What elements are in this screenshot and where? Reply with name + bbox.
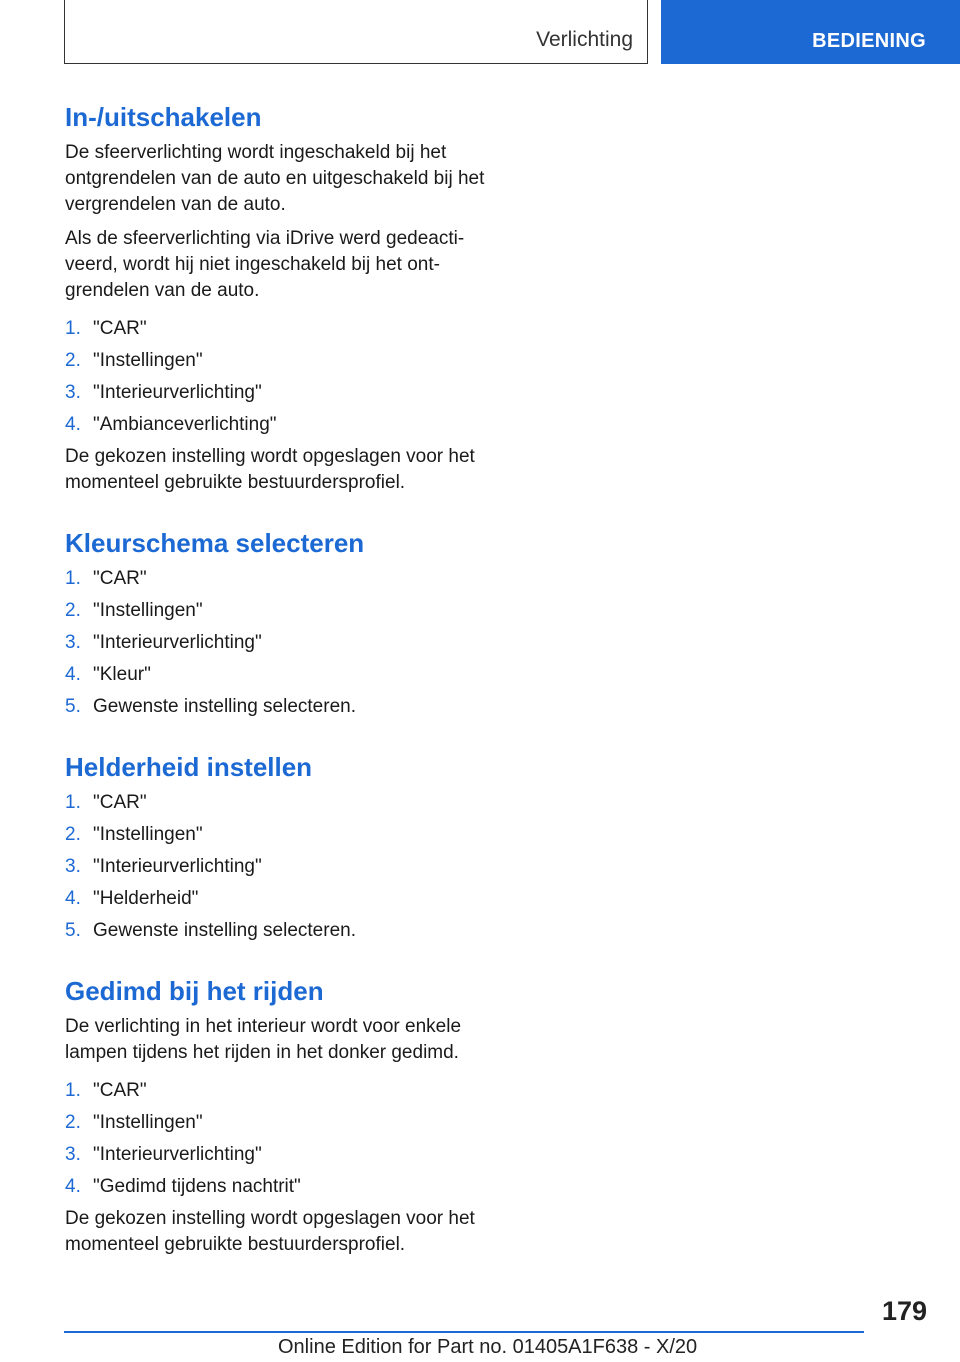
step-number: 3. [65,856,81,877]
header-section-title: Verlichting [536,28,633,51]
list-item [65,694,485,720]
list-item [65,1110,485,1136]
step-text: "Instellingen" [93,600,203,621]
step-list [65,790,485,944]
step-number: 4. [65,414,81,435]
section-title: In-/uitschakelen [65,102,262,132]
list-item [65,380,485,406]
paragraph: De gekozen instelling wordt opgeslagen voor het momenteel gebruikte bestuurdersprofiel. [65,1208,475,1255]
section-title: Gedimd bij het rijden [65,976,324,1006]
list-item [65,918,485,944]
step-text: Gewenste instelling selecteren. [93,696,356,717]
step-text: "Instellingen" [93,824,203,845]
paragraph: De sfeerverlichting wordt ingeschakeld bij het ontgrendelen van de auto en uitgeschakeld bij het vergrendelen van de auto. [65,142,485,215]
step-list [65,566,485,720]
header-chapter-tab [661,0,960,64]
list-item [65,1142,485,1168]
step-text: "Helderheid" [93,888,199,909]
footer-edition: Online Edition for Part no. 01405A1F638 - X/20 [278,1336,698,1358]
list-item [65,348,485,374]
step-number: 4. [65,664,81,685]
step-text: "Ambianceverlichting" [93,414,277,435]
list-item [65,316,485,342]
list-item [65,1174,485,1200]
paragraph: De verlichting in het interieur wordt voor enkele lampen tijdens het rijden in het donker gedimd. [65,1016,462,1063]
step-number: 4. [65,888,81,909]
step-number: 1. [65,568,81,589]
footer-divider [64,1331,864,1333]
list-item [65,1078,485,1104]
list-item [65,854,485,880]
step-text: "Interieurverlichting" [93,632,262,653]
step-text: "CAR" [93,568,147,589]
step-text: Gewenste instelling selecteren. [93,920,356,941]
step-list [65,1078,485,1200]
step-text: "CAR" [93,1080,147,1101]
step-number: 1. [65,1080,81,1101]
step-text: "Instellingen" [93,1112,203,1133]
step-number: 1. [65,318,81,339]
step-number: 3. [65,632,81,653]
list-item [65,822,485,848]
step-number: 4. [65,1176,81,1197]
list-item [65,566,485,592]
page-number: 179 [881,1296,927,1326]
step-number: 2. [65,1112,81,1133]
step-number: 5. [65,920,81,941]
step-text: "Interieurverlichting" [93,382,262,403]
header-chapter-label: BEDIENING [812,30,926,52]
list-item [65,412,485,438]
paragraph: Als de sfeerverlichting via iDrive werd gedeactiveerd, wordt hij niet ingeschakeld bij het ontgrendelen van de auto. [65,228,465,301]
header-section-box [64,0,648,64]
section-title: Kleurschema selecteren [65,528,365,558]
step-text: "Kleur" [93,664,151,685]
list-item [65,886,485,912]
step-text: "CAR" [93,792,147,813]
step-number: 2. [65,350,81,371]
list-item [65,630,485,656]
step-text: "Interieurverlichting" [93,1144,262,1165]
list-item [65,790,485,816]
list-item [65,662,485,688]
list-item [65,598,485,624]
step-text: "Interieurverlichting" [93,856,262,877]
step-number: 5. [65,696,81,717]
step-number: 3. [65,1144,81,1165]
step-number: 2. [65,600,81,621]
step-number: 1. [65,792,81,813]
page-content [65,100,485,1266]
step-number: 2. [65,824,81,845]
step-text: "Gedimd tijdens nachtrit" [93,1176,301,1197]
paragraph: De gekozen instelling wordt opgeslagen voor het momenteel gebruikte bestuurdersprofiel. [65,446,475,493]
section-title: Helderheid instellen [65,752,313,782]
step-text: "Instellingen" [93,350,203,371]
step-list [65,316,485,438]
step-text: "CAR" [93,318,147,339]
step-number: 3. [65,382,81,403]
